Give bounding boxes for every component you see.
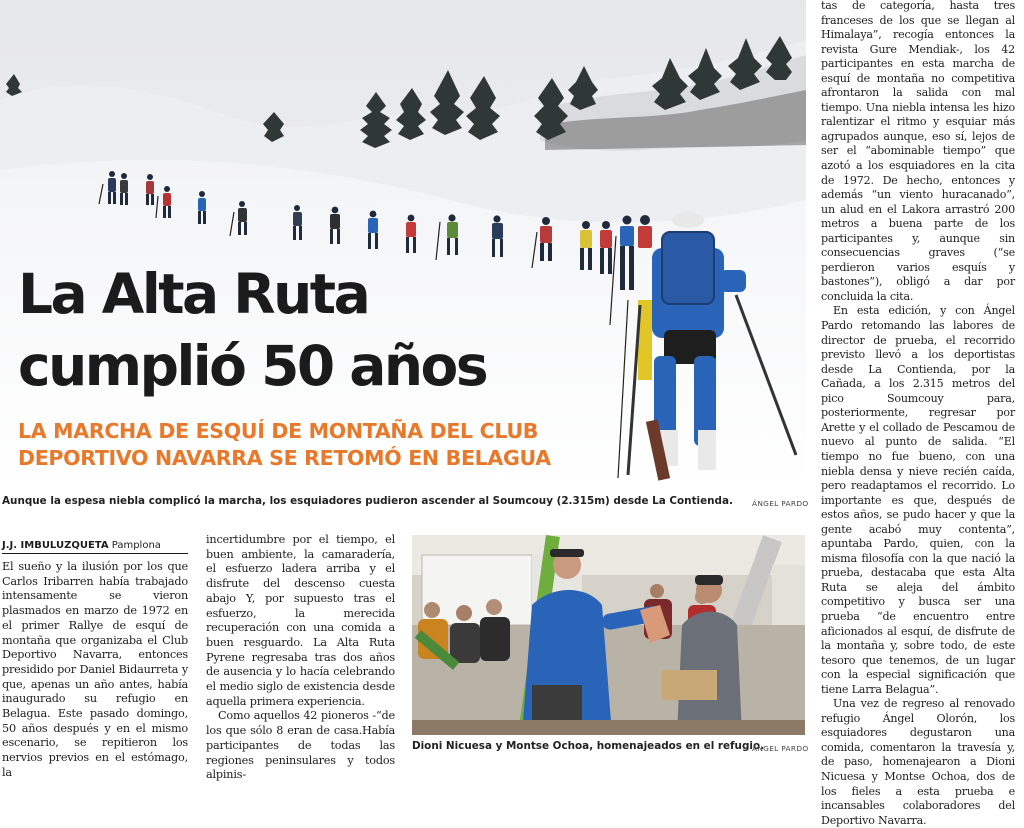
subheadline-line-1: LA MARCHA DE ESQUÍ DE MONTAÑA DEL CLUB <box>18 419 539 443</box>
column3-paragraph: En esta edición, y con Ángel Pardo retomando las labores de director de prueba, el recorrido previsto llevó a los deportistas desde La Contienda, por la Cañada, a los 2.315 metros del pico Soumcouy para, posteriormente, regresar por Arette y el collado de Pescamou de nuevo al punto de salida. “El tiempo no fue bueno, con una niebla densa y nieve recién caída, pero readaptamos el recorrido. Lo importante es que, después de estos años, se pudo hacer y que la gente acabó muy contenta”, apuntaba Pardo, quien, con la misma filosofía con la que nació la prueba, destacaba que esta Alta Ruta se aleja del ámbito competitivo y busca ser una prueba “de encuentro entre aficionados al esquí, de disfrute de la montaña y, sobre todo, de este tesoro que tenemos, de un lugar con la especial significación que tiene Larra Belagua”. <box>821 304 1015 696</box>
headline-line-1: La Alta Ruta <box>18 262 369 326</box>
column1-paragraph: El sueño y la ilusión por los que Carlos Iribarren había trabajado intensamente se vieron plasmados en marzo de 1972 en el primer Rallye de esquí de montaña que organizaba el Club Deportivo Navarra, entonces presidido por Daniel Bidaurreta y que, apenas un año antes, había inaugurado su refugio en Belagua. Este pasado domingo, 50 años después y en el mismo escenario, se repitieron los nervios previos en el estómago, la <box>2 560 188 779</box>
byline-rule <box>2 553 188 554</box>
refuge-photo <box>412 535 805 735</box>
byline <box>2 540 161 551</box>
article-column-2 <box>206 533 395 783</box>
refuge-photo-credit: ÁNGEL PARDO <box>752 744 809 753</box>
main-photo-credit: ÁNGEL PARDO <box>752 499 809 508</box>
refuge-scene <box>412 535 805 735</box>
column2-paragraph: Como aquellos 42 pioneros -“de los que sólo 8 eran de casa.Había participantes de todas las regiones peninsulares y todos alpinis- <box>206 709 395 782</box>
column2-paragraph: incertidumbre por el tiempo, el buen ambiente, la camaradería, el esfuerzo ladera arriba y el disfrute del descenso cuesta abajo Y, por supuesto tras el esfuerzo, la merecida recuperación con una comida a buen resguardo. La Alta Ruta Pyrene regresaba tras dos años de ausencia y lo hacía celebrando el medio siglo de existencia desde aquella primera experiencia. <box>206 533 395 708</box>
hero-photo <box>0 0 806 488</box>
article-column-3 <box>821 0 1015 828</box>
subheadline <box>18 418 618 472</box>
article-column-1 <box>2 560 188 781</box>
byline-location: Pamplona <box>111 540 161 551</box>
refuge-photo-caption: Dioni Nicuesa y Montse Ochoa, homenajeados en el refugio. <box>412 740 765 752</box>
column3-paragraph: tas de categoría, hasta tres franceses de los que se llegan al Himalaya”, recogía entonces la revista Gure Mendiak-, los 42 participantes en esta marcha de esquí de montaña no competitiva afrontaron la salida con mal tiempo. Una niebla intensa les hizo ralentizar el ritmo y esquiar más agrupados aunque, eso sí, lejos de ser el “abominable tiempo” que azotó a los esquiadores en la cita de 1972. De hecho, entonces y además “un viento huracanado”, un alud en el Lakora arrastró 200 metros a buena parte de los participantes y, aunque sin consecuencias graves (“se perdieron varios esquís y bastones”), obligó a dar por concluida la cita. <box>821 0 1015 303</box>
snow-ski-scene <box>0 0 806 488</box>
byline-author: J.J. IMBULUZQUETA <box>2 540 109 551</box>
main-photo-caption: Aunque la espesa niebla complicó la marcha, los esquiadores pudieron ascender al Soumcouy (2.315m) desde La Contienda. <box>2 495 733 507</box>
column3-paragraph: Una vez de regreso al renovado refugio Ángel Olorón, los esquiadores degustaron una comida, comentaron la travesía y, de paso, homenajearon a Dioni Nicuesa y Montse Ochoa, dos de los fieles a esta prueba e incansables colaboradores del Deportivo Navarra. <box>821 697 1015 827</box>
subheadline-line-2: DEPORTIVO NAVARRA SE RETOMÓ EN BELAGUA <box>18 446 551 470</box>
headline-line-2: cumplió 50 años <box>18 334 487 398</box>
